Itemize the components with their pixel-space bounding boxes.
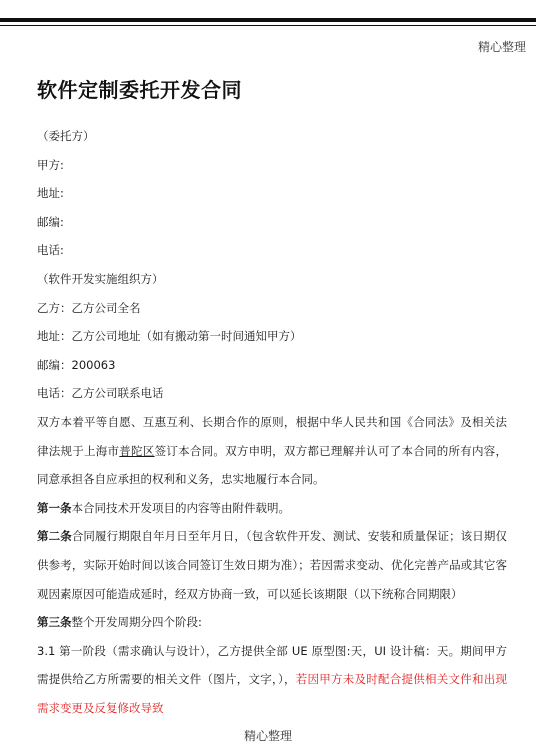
header-note: 精心整理 [477, 40, 526, 54]
article-1 [37, 494, 507, 523]
footer-note: 精心整理 [243, 729, 292, 743]
article-1-label: 第一条 [37, 500, 72, 515]
party-b-name: 乙方：乙方公司全名 [37, 300, 141, 315]
party-b-role: （软件开发实施组织方） [37, 271, 164, 286]
party-a-phone-label: 电话: [37, 243, 64, 258]
party-a-role: （委托方） [37, 129, 95, 143]
intro-text-before: 双方本着平等自愿、互惠互利、长期合作的原则，根据中华人民共和国《合同法》及相关法律法规于上海市 [37, 414, 507, 458]
party-b-phone: 电话：乙方公司联系电话 [37, 386, 164, 401]
article-1-text: 本合同技术开发项目的内容等由附件载明。 [71, 500, 290, 515]
header-rule-thin [0, 25, 536, 26]
document-title: 软件定制委托开发合同 [37, 78, 242, 102]
party-a-postcode-label: 邮编: [37, 214, 64, 229]
article-2-label: 第二条 [37, 529, 72, 544]
party-b-postcode: 邮编：200063 [37, 357, 116, 372]
clause-3-1-highlight: 若因甲方未及时配合提供相关文件和出现需求变更及反复修改导致 [37, 672, 507, 715]
article-3 [37, 608, 507, 637]
document-body [37, 122, 507, 722]
intro-district: 普陀区 [119, 443, 155, 458]
article-3-text: 整个开发周期分四个阶段: [71, 615, 202, 630]
party-a-address-label: 地址: [37, 186, 64, 201]
clause-3-1 [37, 637, 507, 723]
article-2 [37, 522, 507, 608]
article-3-label: 第三条 [37, 615, 72, 630]
article-2-text: 合同履行期限自年月日至年月日，（包含软件开发、测试、安装和质量保证；该日期仅供参考，实际开始时间以该合同签订生效日期为准）；若因需求变动、优化完善产品或其它客观因素原因可能造成延时，经双方协商一致，可以延长该期限（以下统称合同期限） [37, 529, 508, 601]
intro-paragraph [37, 408, 507, 494]
clause-3-1-text: 3.1 第一阶段（需求确认与设计），乙方提供全部 UE 原型图:天，UI 设计稿：天。期间甲方需提供给乙方所需要的相关文件（图片，文字，）， [37, 643, 507, 687]
intro-text-after: 签订本合同。双方申明，双方都已理解并认可了本合同的所有内容，同意承担各自应承担的权利和义务，忠实地履行本合同。 [37, 443, 508, 487]
party-a-name-label: 甲方: [37, 157, 64, 172]
header-rule-thick [0, 18, 536, 22]
party-b-address: 地址：乙方公司地址（如有搬动第一时间通知甲方） [37, 329, 302, 344]
